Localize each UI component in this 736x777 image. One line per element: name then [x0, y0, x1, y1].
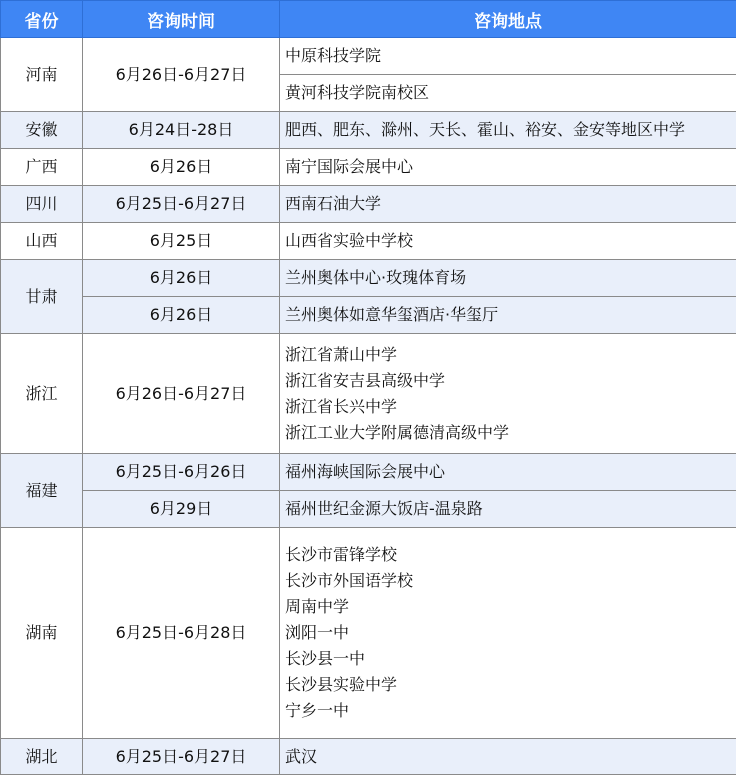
- table-row: [1, 334, 736, 454]
- table-row: [1, 149, 736, 186]
- header-province: 省份: [1, 1, 83, 38]
- location-line: 西南石油大学: [285, 194, 382, 213]
- location-line: 肥西、肥东、滁州、天长、霍山、裕安、金安等地区中学: [285, 120, 686, 139]
- location-cell: [280, 454, 736, 491]
- location-cell: [280, 112, 736, 149]
- location-line: 兰州奥体如意华玺酒店·华玺厅: [285, 305, 499, 324]
- province-cell: 广西: [1, 149, 83, 186]
- location-line: 长沙市外国语学校: [285, 571, 414, 590]
- location-cell: [280, 334, 736, 454]
- province-cell: 甘肃: [1, 260, 83, 334]
- date-cell: 6月26日-6月27日: [83, 38, 280, 112]
- location-line: 长沙市雷锋学校: [285, 545, 398, 564]
- date-cell: 6月26日: [83, 297, 280, 334]
- location-line: 武汉: [285, 746, 318, 766]
- location-cell: [280, 223, 736, 260]
- location-line: 周南中学: [285, 597, 350, 616]
- table-row: [1, 454, 736, 491]
- table-row: [1, 260, 736, 297]
- date-cell: 6月24日-28日: [83, 112, 280, 149]
- location-cell: [280, 186, 736, 223]
- date-cell: 6月25日: [83, 223, 280, 260]
- location-cell: [280, 149, 736, 186]
- header-time: 咨询时间: [83, 1, 280, 38]
- date-cell: 6月25日-6月27日: [83, 186, 280, 223]
- date-cell: 6月25日-6月27日: [83, 739, 280, 775]
- location-cell: [280, 38, 736, 75]
- location-line: 浙江工业大学附属德清高级中学: [285, 422, 510, 442]
- date-cell: 6月25日-6月28日: [83, 528, 280, 739]
- location-line: 宁乡一中: [285, 701, 350, 720]
- location-line: 福州海峡国际会展中心: [285, 462, 446, 481]
- table-row: [1, 223, 736, 260]
- table-header-row: [1, 1, 736, 38]
- location-line: 南宁国际会展中心: [285, 157, 414, 176]
- location-line: 中原科技学院: [285, 46, 382, 65]
- location-cell: [280, 297, 736, 334]
- location-cell: [280, 260, 736, 297]
- location-line: 山西省实验中学校: [285, 231, 414, 250]
- location-line: 长沙县实验中学: [285, 675, 398, 694]
- table-row: [1, 38, 736, 75]
- date-cell: 6月29日: [83, 491, 280, 528]
- date-cell: 6月26日: [83, 260, 280, 297]
- header-location: 咨询地点: [280, 1, 736, 38]
- province-cell: 四川: [1, 186, 83, 223]
- location-cell: [280, 528, 736, 739]
- province-cell: 湖南: [1, 528, 83, 739]
- province-cell: 福建: [1, 454, 83, 528]
- location-line: 兰州奥体中心·玫瑰体育场: [285, 268, 467, 287]
- location-cell: [280, 75, 736, 112]
- location-cell: [280, 491, 736, 528]
- province-cell: 湖北: [1, 739, 83, 775]
- location-line: 浙江省萧山中学: [285, 344, 398, 364]
- table-row: [1, 528, 736, 739]
- date-cell: 6月25日-6月26日: [83, 454, 280, 491]
- province-cell: 河南: [1, 38, 83, 112]
- location-cell: [280, 739, 736, 775]
- location-line: 浙江省安吉县高级中学: [285, 370, 446, 390]
- date-cell: 6月26日-6月27日: [83, 334, 280, 454]
- table-row: [1, 739, 736, 775]
- table-row: [1, 112, 736, 149]
- location-line: 浙江省长兴中学: [285, 396, 398, 416]
- province-cell: 山西: [1, 223, 83, 260]
- table-row: [1, 297, 736, 334]
- table-row: [1, 186, 736, 223]
- province-cell: 浙江: [1, 334, 83, 454]
- date-cell: 6月26日: [83, 149, 280, 186]
- location-line: 福州世纪金源大饭店-温泉路: [285, 499, 483, 518]
- province-cell: 安徽: [1, 112, 83, 149]
- table-row: [1, 491, 736, 528]
- location-line: 长沙县一中: [285, 649, 366, 668]
- location-line: 黄河科技学院南校区: [285, 83, 430, 102]
- location-line: 浏阳一中: [285, 623, 350, 642]
